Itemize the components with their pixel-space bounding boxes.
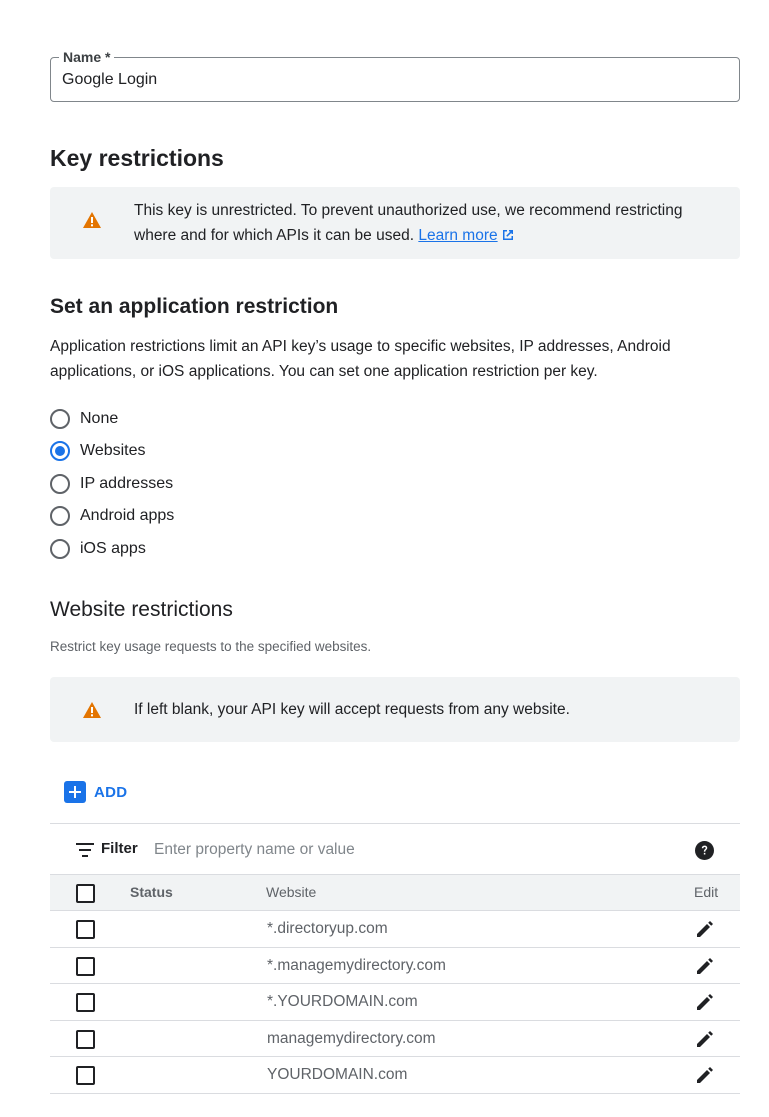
filter-bar xyxy=(50,823,740,875)
website-restrictions-description: Restrict key usage requests to the specified websites. xyxy=(50,639,372,654)
website-cell: managemydirectory.com xyxy=(267,1029,436,1047)
pencil-icon[interactable] xyxy=(695,1029,715,1049)
radio-button[interactable] xyxy=(50,474,70,494)
radio-button-selected[interactable] xyxy=(50,441,70,461)
unrestricted-key-warning xyxy=(50,187,740,259)
select-all-checkbox[interactable] xyxy=(76,884,95,903)
website-cell: *.YOURDOMAIN.com xyxy=(267,993,418,1010)
learn-more-link[interactable] xyxy=(418,227,514,244)
filter-label: Filter xyxy=(101,840,138,857)
radio-label: Android apps xyxy=(80,507,175,524)
radio-button[interactable] xyxy=(50,409,70,429)
radio-label: iOS apps xyxy=(80,540,146,557)
table-row xyxy=(50,911,740,948)
learn-more-label: Learn more xyxy=(418,227,498,244)
radio-option-none[interactable] xyxy=(50,408,118,430)
application-restriction-description: Application restrictions limit an API key’s usage to specific websites, IP addresses, Android applications, or iOS applications. You can set one application restriction per key. xyxy=(50,338,671,380)
website-cell: YOURDOMAIN.com xyxy=(267,1066,408,1083)
radio-button[interactable] xyxy=(50,539,70,559)
table-header xyxy=(50,875,740,911)
website-cell: *.managemydirectory.com xyxy=(267,956,446,974)
radio-label: Websites xyxy=(80,442,146,459)
filter-icon[interactable] xyxy=(76,843,94,857)
radio-label: IP addresses xyxy=(80,475,174,492)
row-checkbox[interactable] xyxy=(76,1066,95,1085)
row-checkbox[interactable] xyxy=(76,1030,95,1049)
warning-text: If left blank, your API key will accept requests from any website. xyxy=(134,701,570,718)
pencil-icon[interactable] xyxy=(695,992,715,1012)
website-cell: *.directoryup.com xyxy=(267,920,388,937)
table-row xyxy=(50,948,740,985)
name-field-label: Name * xyxy=(59,48,114,66)
column-website[interactable]: Website xyxy=(266,884,317,900)
help-icon[interactable] xyxy=(695,841,714,860)
pencil-icon[interactable] xyxy=(695,919,715,939)
radio-option-ios-apps[interactable] xyxy=(50,538,146,560)
external-link-icon xyxy=(501,228,515,242)
table-row xyxy=(50,1021,740,1058)
table-row xyxy=(50,1057,740,1094)
add-website-button[interactable] xyxy=(64,781,127,803)
row-checkbox[interactable] xyxy=(76,957,95,976)
website-restrictions-heading: Website restrictions xyxy=(50,598,233,621)
radio-label: None xyxy=(80,410,119,427)
radio-button[interactable] xyxy=(50,506,70,526)
plus-icon xyxy=(64,781,86,803)
radio-option-websites[interactable] xyxy=(50,440,146,462)
row-checkbox[interactable] xyxy=(76,920,95,939)
filter-input[interactable] xyxy=(154,838,654,862)
warning-text: This key is unrestricted. To prevent unauthorized use, we recommend restricting where and for which APIs it can be used. xyxy=(134,202,683,244)
key-restrictions-heading: Key restrictions xyxy=(50,145,224,171)
warning-message xyxy=(134,198,720,248)
warning-triangle-icon xyxy=(82,701,102,719)
radio-option-android-apps[interactable] xyxy=(50,505,174,527)
blank-websites-warning xyxy=(50,677,740,742)
column-edit: Edit xyxy=(694,884,719,900)
row-checkbox[interactable] xyxy=(76,993,95,1012)
pencil-icon[interactable] xyxy=(695,956,715,976)
table-row xyxy=(50,984,740,1021)
pencil-icon[interactable] xyxy=(695,1065,715,1085)
add-label: ADD xyxy=(94,783,128,801)
warning-triangle-icon xyxy=(82,211,102,229)
website-table xyxy=(50,823,740,1094)
name-field[interactable] xyxy=(50,49,740,102)
application-restriction-heading: Set an application restriction xyxy=(50,295,339,318)
column-status[interactable]: Status xyxy=(130,884,173,900)
name-input[interactable] xyxy=(62,69,722,91)
radio-option-ip-addresses[interactable] xyxy=(50,473,173,495)
